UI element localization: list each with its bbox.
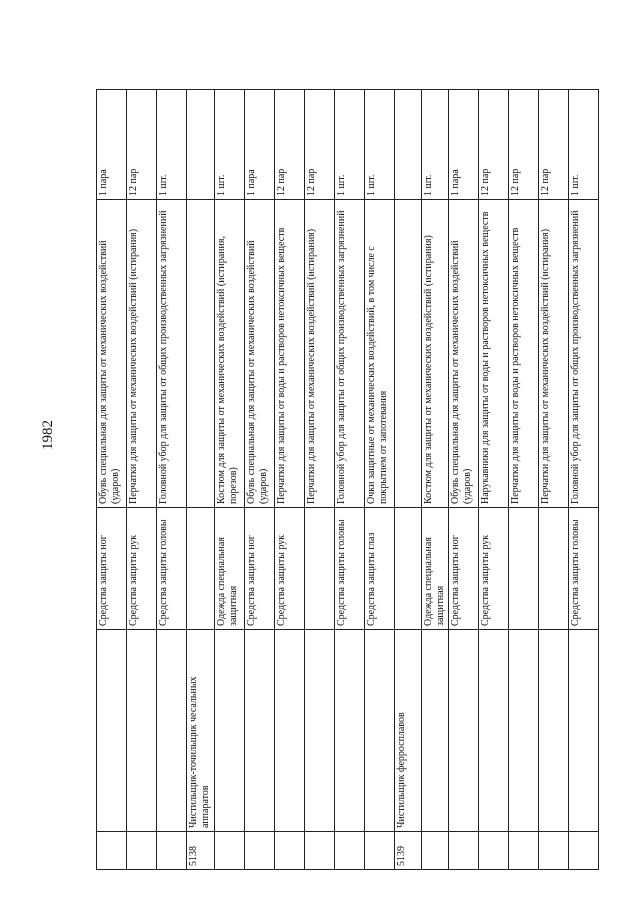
table-row	[97, 90, 127, 870]
profession-cell	[157, 630, 187, 832]
norm-cell: 1 пара	[245, 90, 275, 200]
category-cell: Одежда специальная защитная	[215, 508, 245, 630]
code-cell	[422, 832, 449, 870]
profession-cell: Чистильщик-точильщик чесальных аппаратов	[187, 630, 215, 832]
table-row	[215, 90, 245, 870]
norm-cell	[395, 90, 422, 200]
category-cell: Средства защиты ног	[449, 508, 479, 630]
norm-cell	[187, 90, 215, 200]
table-row	[422, 90, 449, 870]
item-cell: Нарукавники для защиты от воды и растворов нетоксичных веществ	[479, 200, 509, 508]
table-row	[335, 90, 365, 870]
table-row	[509, 90, 539, 870]
table-row	[539, 90, 569, 870]
category-cell: Средства защиты рук	[127, 508, 157, 630]
profession-cell	[569, 630, 599, 832]
table-row	[127, 90, 157, 870]
item-cell: Обувь специальная для защиты от механических воздействий (ударов)	[245, 200, 275, 508]
code-cell	[569, 832, 599, 870]
profession-cell	[422, 630, 449, 832]
norm-cell: 1 пара	[449, 90, 479, 200]
rotated-table-wrapper	[96, 90, 581, 870]
item-cell: Очки защитные от механических воздействий, в том числе с покрытием от запотевания	[365, 200, 395, 508]
table-row	[365, 90, 395, 870]
code-cell	[509, 832, 539, 870]
item-cell	[395, 200, 422, 508]
item-cell: Головной убор для защиты от общих производственных загрязнений	[335, 200, 365, 508]
code-cell	[335, 832, 365, 870]
code-cell: 5138	[187, 832, 215, 870]
norm-cell: 1 шт.	[215, 90, 245, 200]
code-cell	[245, 832, 275, 870]
category-cell: Средства защиты головы	[157, 508, 187, 630]
item-cell: Перчатки для защиты от воды и растворов нетоксичных веществ	[275, 200, 305, 508]
profession-cell	[509, 630, 539, 832]
item-cell: Обувь специальная для защиты от механических воздействий (ударов)	[97, 200, 127, 508]
norm-cell: 12 пар	[127, 90, 157, 200]
profession-cell	[305, 630, 335, 832]
table-row	[157, 90, 187, 870]
code-cell: 5139	[395, 832, 422, 870]
norm-cell: 12 пар	[539, 90, 569, 200]
profession-cell	[479, 630, 509, 832]
profession-cell	[539, 630, 569, 832]
code-cell	[127, 832, 157, 870]
code-cell	[157, 832, 187, 870]
code-cell	[275, 832, 305, 870]
table-row	[449, 90, 479, 870]
category-cell: Средства защиты ног	[97, 508, 127, 630]
code-cell	[539, 832, 569, 870]
norm-cell: 12 пар	[275, 90, 305, 200]
norm-cell: 1 шт.	[157, 90, 187, 200]
norm-cell: 12 пар	[509, 90, 539, 200]
table-row	[479, 90, 509, 870]
table-row	[245, 90, 275, 870]
page-number: 1982	[40, 420, 56, 450]
code-cell	[215, 832, 245, 870]
item-cell: Костюм для защиты от механических воздействий (истирания)	[422, 200, 449, 508]
item-cell	[187, 200, 215, 508]
norm-cell: 12 пар	[479, 90, 509, 200]
code-cell	[365, 832, 395, 870]
table-row	[395, 90, 422, 870]
profession-cell	[127, 630, 157, 832]
code-cell	[449, 832, 479, 870]
table-row	[305, 90, 335, 870]
ppe-norms-table	[96, 89, 599, 870]
profession-cell	[275, 630, 305, 832]
category-cell: Средства защиты головы	[335, 508, 365, 630]
table-row	[569, 90, 599, 870]
code-cell	[479, 832, 509, 870]
profession-cell	[245, 630, 275, 832]
item-cell: Перчатки для защиты от механических воздействий (истирания)	[127, 200, 157, 508]
profession-cell	[215, 630, 245, 832]
profession-cell	[449, 630, 479, 832]
category-cell	[539, 508, 569, 630]
category-cell: Средства защиты рук	[479, 508, 509, 630]
item-cell: Перчатки для защиты от механических воздействий (истирания)	[539, 200, 569, 508]
code-cell	[305, 832, 335, 870]
norm-cell: 1 шт.	[422, 90, 449, 200]
category-cell	[395, 508, 422, 630]
category-cell: Одежда специальная защитная	[422, 508, 449, 630]
profession-cell	[365, 630, 395, 832]
profession-cell: Чистильщик ферросплавов	[395, 630, 422, 832]
category-cell	[187, 508, 215, 630]
category-cell: Средства защиты глаз	[365, 508, 395, 630]
norm-cell: 1 пара	[97, 90, 127, 200]
category-cell	[305, 508, 335, 630]
norm-cell: 1 шт.	[365, 90, 395, 200]
category-cell: Средства защиты рук	[275, 508, 305, 630]
norm-cell: 1 шт.	[335, 90, 365, 200]
item-cell: Перчатки для защиты от воды и растворов нетоксичных веществ	[509, 200, 539, 508]
code-cell	[97, 832, 127, 870]
item-cell: Перчатки для защиты от механических воздействий (истирания)	[305, 200, 335, 508]
item-cell: Костюм для защиты от механических воздействий (истирания, порезов)	[215, 200, 245, 508]
table-row	[187, 90, 215, 870]
table-row	[275, 90, 305, 870]
norm-cell: 12 пар	[305, 90, 335, 200]
item-cell: Обувь специальная для защиты от механических воздействий (ударов)	[449, 200, 479, 508]
category-cell: Средства защиты ног	[245, 508, 275, 630]
item-cell: Головной убор для защиты от общих производственных загрязнений	[157, 200, 187, 508]
category-cell	[509, 508, 539, 630]
profession-cell	[335, 630, 365, 832]
item-cell: Головной убор для защиты от общих производственных загрязнений	[569, 200, 599, 508]
profession-cell	[97, 630, 127, 832]
norm-cell: 1 шт.	[569, 90, 599, 200]
category-cell: Средства защиты головы	[569, 508, 599, 630]
